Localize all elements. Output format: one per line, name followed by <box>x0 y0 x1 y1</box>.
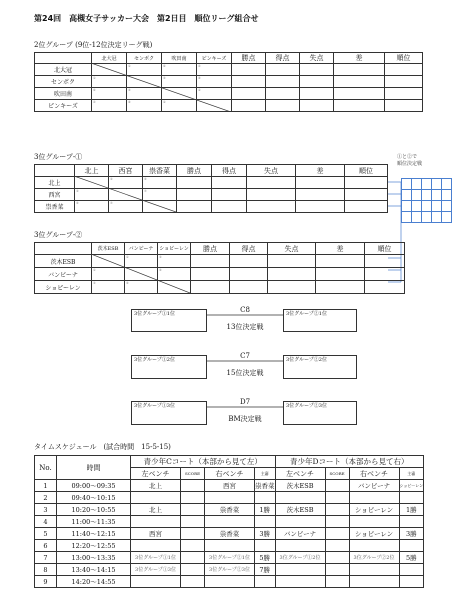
match3-left-box: 3位グループ①3位 <box>131 401 207 425</box>
schedule-cell-c-ref: 1勝 <box>255 504 276 516</box>
group3-2-diagonal-line <box>91 254 190 293</box>
group2-diff-cell <box>334 64 385 76</box>
schedule-versus-cell <box>181 564 205 576</box>
group2-gf-cell <box>266 100 300 112</box>
schedule-c-score: SCORE <box>181 468 205 480</box>
group3-2-points-cell <box>191 255 230 268</box>
group3-1-ga-cell <box>247 177 296 189</box>
schedule-cell-no: 1 <box>35 480 57 492</box>
schedule-row <box>35 504 424 516</box>
group3-1-diff-cell <box>296 189 345 201</box>
side-grid-cell <box>442 201 452 212</box>
match-number: ③ <box>110 177 113 181</box>
schedule-versus-cell <box>181 540 205 552</box>
schedule-versus-cell <box>325 504 349 516</box>
schedule-cell-c-ref: 7勝 <box>255 564 276 576</box>
schedule-cell-c-ref: 3勝 <box>255 528 276 540</box>
schedule-row <box>35 564 424 576</box>
group2-col-team: センボク <box>127 53 162 64</box>
schedule-court-c: 青少年Cコート（本部から見て左） <box>131 456 276 468</box>
schedule-cell-d-ref <box>399 576 424 588</box>
schedule-col-no: No. <box>35 456 57 480</box>
group3-2-table <box>34 242 405 294</box>
match-number: ⑤ <box>163 76 166 80</box>
schedule-cell-c-right: 3位グループ②1位 <box>205 552 255 564</box>
schedule-cell-time: 09:40～10:15 <box>57 492 131 504</box>
schedule-row <box>35 480 424 492</box>
match1-left-box: 3位グループ①1位 <box>131 309 207 332</box>
group2-rank-cell <box>385 76 423 88</box>
match-number: ③ <box>93 281 96 285</box>
group2-ga-cell <box>300 100 334 112</box>
side-grid-cell <box>422 212 432 223</box>
page-title: 第24回 高槻女子サッカー大会 第2日目 順位リーグ組合せ <box>34 14 259 23</box>
group3-1-col-team: 西宮 <box>109 165 143 177</box>
match-number: ② <box>163 100 166 104</box>
match2-right-box: 3位グループ②2位 <box>283 355 357 379</box>
match-number: ⑤ <box>159 268 162 272</box>
schedule-cell-d-right: ショピーレン <box>349 528 399 540</box>
side-note-line2: 順位決定戦 <box>397 161 423 167</box>
match-number: ① <box>93 76 96 80</box>
schedule-cell-d-left <box>275 492 325 504</box>
group2-ga-cell <box>300 88 334 100</box>
group3-1-col-goals-for: 得点 <box>212 165 247 177</box>
group2-row-team: センボク <box>35 76 92 88</box>
schedule-row <box>35 540 424 552</box>
schedule-cell-d-ref: 5勝 <box>399 552 424 564</box>
match3-right-box: 3位グループ②3位 <box>283 401 357 425</box>
schedule-cell-time: 13:00～13:35 <box>57 552 131 564</box>
schedule-cell-d-ref: 1勝 <box>399 504 424 516</box>
group3-1-col-team: 北上 <box>75 165 109 177</box>
group3-1-col-diff: 差 <box>296 165 345 177</box>
schedule-cell-d-right <box>349 564 399 576</box>
match3-code: D7 <box>239 398 251 406</box>
group2-gf-cell <box>266 64 300 76</box>
schedule-c-referee: 主審 <box>255 468 276 480</box>
match-number: ⑦ <box>144 189 147 193</box>
schedule-cell-d-left <box>275 540 325 552</box>
side-grid-cell <box>432 179 442 190</box>
group3-1-row-team: 祟香菜 <box>35 201 75 213</box>
group3-2-rank-cell <box>365 255 405 268</box>
schedule-cell-c-right: 西宮 <box>205 480 255 492</box>
schedule-versus-cell <box>325 492 349 504</box>
schedule-cell-d-left: 茨木ESB <box>275 504 325 516</box>
match-number: ① <box>128 64 131 68</box>
schedule-cell-c-right: 3位グループ②3位 <box>205 564 255 576</box>
group3-2-ga-cell <box>268 268 316 281</box>
schedule-versus-cell <box>325 552 349 564</box>
group3-2-points-cell <box>191 268 230 281</box>
match-number: ⑧ <box>128 100 131 104</box>
schedule-c-right-bench: 右ベンチ <box>205 468 255 480</box>
group3-1-diff-cell <box>296 201 345 213</box>
schedule-versus-cell <box>181 504 205 516</box>
group3-2-rank-cell <box>365 268 405 281</box>
group2-row-team: 北大冠 <box>35 64 92 76</box>
group3-2-diff-cell <box>316 281 365 294</box>
group3-1-points-cell <box>177 189 212 201</box>
group2-points-cell <box>232 76 266 88</box>
group2-rank-cell <box>385 88 423 100</box>
schedule-cell-no: 5 <box>35 528 57 540</box>
group3-2-col-rank: 順位 <box>365 243 405 255</box>
group3-2-row-team: 茨木ESB <box>35 255 92 268</box>
schedule-cell-c-left <box>131 576 181 588</box>
schedule-cell-d-right <box>349 540 399 552</box>
group2-row-team: 吹田南 <box>35 88 92 100</box>
schedule-d-left-bench: 左ベンチ <box>275 468 325 480</box>
group3-1-row-team: 北上 <box>35 177 75 189</box>
schedule-cell-time: 13:40～14:15 <box>57 564 131 576</box>
side-grid-cell <box>412 201 422 212</box>
group2-diff-cell <box>334 100 385 112</box>
group3-2-gf-cell <box>230 255 268 268</box>
schedule-cell-d-left <box>275 516 325 528</box>
group3-1-diagonal-line <box>74 176 176 212</box>
schedule-versus-cell <box>325 516 349 528</box>
group2-col-team: ピンキーズ <box>197 53 232 64</box>
schedule-table <box>34 455 424 588</box>
schedule-row <box>35 528 424 540</box>
group2-rank-cell <box>385 100 423 112</box>
side-grid-cell <box>442 179 452 190</box>
group3-1-col-goals-against: 失点 <box>247 165 296 177</box>
schedule-cell-d-right: ショピーレン <box>349 504 399 516</box>
schedule-cell-no: 2 <box>35 492 57 504</box>
schedule-cell-c-left: 3位グループ①3位 <box>131 564 181 576</box>
match-number: ④ <box>198 64 201 68</box>
group3-1-rank-cell <box>345 189 388 201</box>
schedule-versus-cell <box>325 540 349 552</box>
side-grid-cell <box>422 179 432 190</box>
group2-ga-cell <box>300 76 334 88</box>
group3-2-col-team: バンビーナ <box>125 243 158 255</box>
schedule-row <box>35 492 424 504</box>
schedule-cell-c-left: 3位グループ①1位 <box>131 552 181 564</box>
group3-1-gf-cell <box>212 189 247 201</box>
schedule-versus-cell <box>325 564 349 576</box>
schedule-d-right-bench: 右ベンチ <box>349 468 399 480</box>
schedule-cell-time: 10:20～10:55 <box>57 504 131 516</box>
group3-1-rank-cell <box>345 201 388 213</box>
group3-2-row-team: ショピーレン <box>35 281 92 294</box>
group2-col-diff: 差 <box>334 53 385 64</box>
side-grid <box>401 178 452 223</box>
group3-1-gf-cell <box>212 201 247 213</box>
group3-2-gf-cell <box>230 281 268 294</box>
group3-2-ga-cell <box>268 255 316 268</box>
schedule-c-left-bench: 左ベンチ <box>131 468 181 480</box>
match-number: ⑤ <box>144 177 147 181</box>
group3-2-points-cell <box>191 281 230 294</box>
group3-2-col-points: 勝点 <box>191 243 230 255</box>
group3-2-diff-cell <box>316 255 365 268</box>
group2-points-cell <box>232 88 266 100</box>
schedule-col-time: 時間 <box>57 456 131 480</box>
schedule-cell-d-ref: 3勝 <box>399 528 424 540</box>
schedule-cell-d-left: 茨木ESB <box>275 480 325 492</box>
match3-name: BM決定戦 <box>228 415 262 423</box>
schedule-versus-cell <box>325 528 349 540</box>
match-number: ① <box>93 268 96 272</box>
match-number: ⑥ <box>163 64 166 68</box>
group3-1-rank-cell <box>345 177 388 189</box>
group3-1-label: 3位グループ-① <box>34 153 83 161</box>
group2-ga-cell <box>300 64 334 76</box>
group2-col-goals-against: 失点 <box>300 53 334 64</box>
group2-corner <box>35 53 92 64</box>
schedule-cell-c-left <box>131 492 181 504</box>
side-grid-cell <box>422 190 432 201</box>
schedule-cell-c-right <box>205 516 255 528</box>
group3-1-points-cell <box>177 201 212 213</box>
group3-1-points-cell <box>177 177 212 189</box>
schedule-cell-c-left <box>131 516 181 528</box>
match1-name: 13位決定戦 <box>226 323 264 331</box>
match2-name: 15位決定戦 <box>226 369 264 377</box>
group3-1-gf-cell <box>212 177 247 189</box>
schedule-cell-c-right: 祟香菜 <box>205 528 255 540</box>
side-note-line1: ①と②で <box>397 154 418 160</box>
schedule-versus-cell <box>181 480 205 492</box>
group3-2-label: 3位グループ-② <box>34 231 83 239</box>
group2-points-cell <box>232 100 266 112</box>
schedule-cell-c-right <box>205 576 255 588</box>
schedule-versus-cell <box>181 516 205 528</box>
schedule-versus-cell <box>325 480 349 492</box>
schedule-body <box>35 480 424 588</box>
group3-1-diff-cell <box>296 177 345 189</box>
schedule-cell-d-right <box>349 516 399 528</box>
schedule-cell-d-ref: ショピーレン <box>399 480 424 492</box>
schedule-cell-c-left: 西宮 <box>131 528 181 540</box>
schedule-court-d: 青少年Dコート（本部から見て右） <box>275 456 424 468</box>
side-grid-cell <box>412 212 422 223</box>
schedule-cell-no: 4 <box>35 516 57 528</box>
group3-2-diff-cell <box>316 268 365 281</box>
schedule-cell-time: 09:00～09:35 <box>57 480 131 492</box>
group3-1-ga-cell <box>247 201 296 213</box>
schedule-cell-c-ref: 祟香菜 <box>255 480 276 492</box>
match-number: ⑤ <box>128 88 131 92</box>
group2-rank-cell <box>385 64 423 76</box>
schedule-cell-d-left: バンビーナ <box>275 528 325 540</box>
schedule-cell-c-right <box>205 492 255 504</box>
match2-left-box: 3位グループ①2位 <box>131 355 207 379</box>
schedule-label: タイムスケジュール (試合時間 15-5-15) <box>34 443 171 451</box>
schedule-cell-time: 14:20～14:55 <box>57 576 131 588</box>
group3-2-gf-cell <box>230 268 268 281</box>
group2-row-team: ピンキーズ <box>35 100 92 112</box>
schedule-cell-d-right: 3位グループ②2位 <box>349 552 399 564</box>
match2-code: C7 <box>240 352 250 360</box>
group3-2-col-goals-for: 得点 <box>230 243 268 255</box>
group3-1-col-rank: 順位 <box>345 165 388 177</box>
group3-2-rank-cell <box>365 281 405 294</box>
schedule-versus-cell <box>181 528 205 540</box>
match-number: ③ <box>159 255 162 259</box>
schedule-cell-no: 9 <box>35 576 57 588</box>
side-grid-cell <box>412 179 422 190</box>
match-number: ⑦ <box>110 201 113 205</box>
schedule-cell-c-ref <box>255 540 276 552</box>
group2-gf-cell <box>266 88 300 100</box>
schedule-cell-time: 12:20～12:55 <box>57 540 131 552</box>
schedule-cell-d-ref <box>399 540 424 552</box>
schedule-cell-time: 11:00～11:35 <box>57 516 131 528</box>
schedule-cell-c-right <box>205 540 255 552</box>
group2-col-points: 勝点 <box>232 53 266 64</box>
group3-1-col-points: 勝点 <box>177 165 212 177</box>
group3-2-col-team: ショピーレン <box>158 243 191 255</box>
schedule-cell-c-ref <box>255 516 276 528</box>
schedule-row <box>35 552 424 564</box>
schedule-row <box>35 576 424 588</box>
match-number: ⑧ <box>198 76 201 80</box>
schedule-d-score: SCORE <box>325 468 349 480</box>
group2-col-goals-for: 得点 <box>266 53 300 64</box>
group2-diff-cell <box>334 88 385 100</box>
match-number: ① <box>126 255 129 259</box>
schedule-cell-c-right: 祟香菜 <box>205 504 255 516</box>
group2-col-team: 吹田南 <box>162 53 197 64</box>
side-grid-cell <box>412 190 422 201</box>
side-grid-cell <box>442 190 452 201</box>
schedule-cell-c-left: 北上 <box>131 504 181 516</box>
group3-2-row-team: バンビーナ <box>35 268 92 281</box>
group2-diff-cell <box>334 76 385 88</box>
schedule-cell-c-ref <box>255 492 276 504</box>
schedule-cell-d-left <box>275 564 325 576</box>
group3-2-col-diff: 差 <box>316 243 365 255</box>
side-grid-cell <box>422 201 432 212</box>
schedule-cell-d-right <box>349 492 399 504</box>
schedule-cell-c-ref: 5勝 <box>255 552 276 564</box>
schedule-cell-d-ref <box>399 516 424 528</box>
schedule-cell-no: 8 <box>35 564 57 576</box>
schedule-d-referee: 主審 <box>399 468 424 480</box>
group2-gf-cell <box>266 76 300 88</box>
group2-col-rank: 順位 <box>385 53 423 64</box>
schedule-cell-d-ref <box>399 492 424 504</box>
match-number: ② <box>198 88 201 92</box>
side-grid-cell <box>432 201 442 212</box>
group3-1-col-team: 祟香菜 <box>143 165 177 177</box>
schedule-cell-c-left: 北上 <box>131 480 181 492</box>
schedule-cell-no: 6 <box>35 540 57 552</box>
schedule-cell-d-ref <box>399 564 424 576</box>
group3-2-col-team: 茨木ESB <box>92 243 125 255</box>
schedule-cell-no: 3 <box>35 504 57 516</box>
match-number: ⑥ <box>93 88 96 92</box>
group3-2-col-goals-against: 失点 <box>268 243 316 255</box>
match-number: ⑤ <box>76 201 79 205</box>
side-grid-cell <box>432 190 442 201</box>
schedule-cell-d-right: バンビーナ <box>349 480 399 492</box>
schedule-cell-d-right <box>349 576 399 588</box>
schedule-cell-time: 11:40～12:15 <box>57 528 131 540</box>
schedule-versus-cell <box>181 492 205 504</box>
group3-1-row-team: 西宮 <box>35 189 75 201</box>
schedule-cell-c-ref <box>255 576 276 588</box>
match1-right-box: 3位グループ②1位 <box>283 309 357 332</box>
schedule-cell-d-left: 3位グループ①2位 <box>275 552 325 564</box>
group2-label: 2位グループ (9位-12位決定リーグ戦) <box>34 41 153 49</box>
group3-1-ga-cell <box>247 189 296 201</box>
group3-1-corner <box>35 165 75 177</box>
group2-diagonal-line <box>91 63 231 112</box>
schedule-versus-cell <box>181 552 205 564</box>
match-number: ③ <box>76 189 79 193</box>
side-note <box>397 154 422 168</box>
side-grid-cell <box>442 212 452 223</box>
group3-2-ga-cell <box>268 281 316 294</box>
schedule-versus-cell <box>325 576 349 588</box>
match1-code: C8 <box>240 306 250 314</box>
schedule-cell-no: 7 <box>35 552 57 564</box>
group2-points-cell <box>232 64 266 76</box>
schedule-versus-cell <box>181 576 205 588</box>
match-number: ⑤ <box>126 281 129 285</box>
match-number: ④ <box>93 100 96 104</box>
schedule-cell-c-left <box>131 540 181 552</box>
group3-2-corner <box>35 243 92 255</box>
schedule-cell-d-left <box>275 576 325 588</box>
group2-col-team: 北大冠 <box>92 53 127 64</box>
schedule-row <box>35 516 424 528</box>
side-grid-cell <box>432 212 442 223</box>
